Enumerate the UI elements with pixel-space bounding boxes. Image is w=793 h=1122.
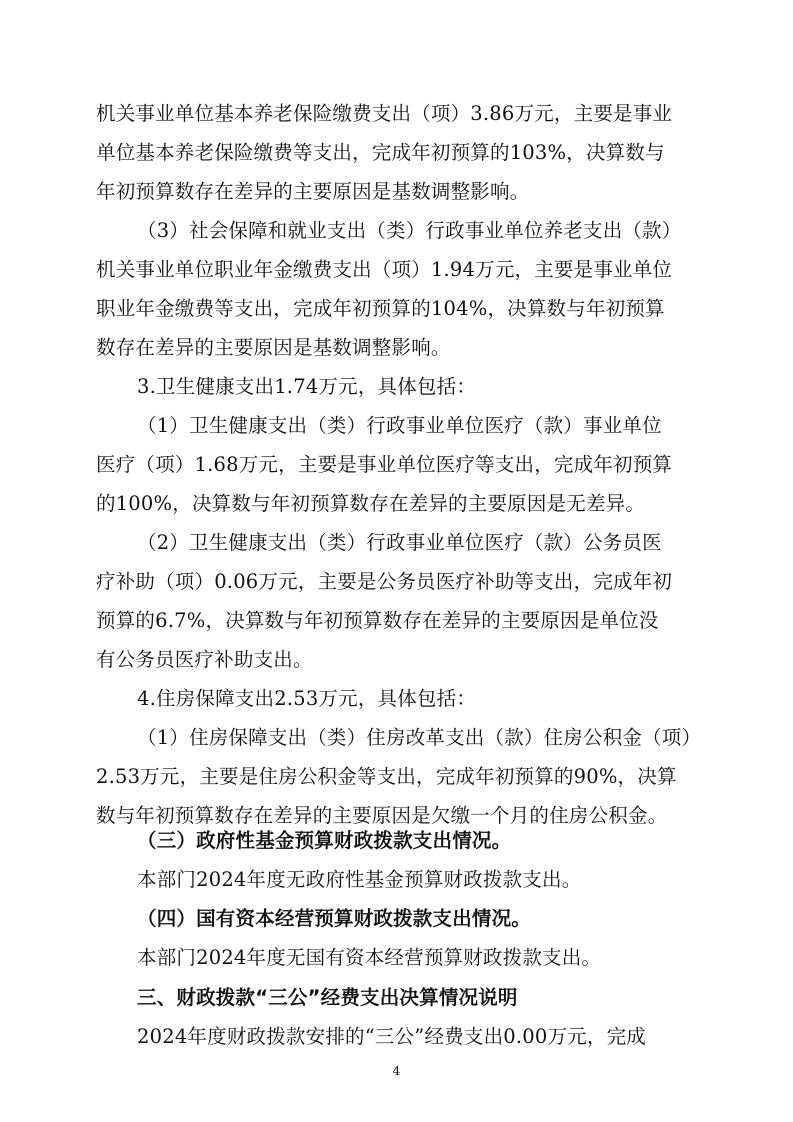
body-line: 数与年初预算数存在差异的主要原因是欠缴一个月的住房公积金。 <box>96 804 668 827</box>
body-line: （2）卫生健康支出（类）行政事业单位医疗（款）公务员医 <box>137 531 662 554</box>
body-line: 机关事业单位职业年金缴费支出（项）1.94万元，主要是事业单位 <box>96 258 673 281</box>
body-line: （3）社会保障和就业支出（类）行政事业单位养老支出（款） <box>137 219 682 242</box>
body-line: 职业年金缴费等支出，完成年初预算的104%，决算数与年初预算 <box>96 297 665 320</box>
body-line: 2024年度财政拨款安排的“三公”经费支出0.00万元，完成 <box>137 1025 646 1048</box>
body-line: 单位基本养老保险缴费等支出，完成年初预算的103%，决算数与 <box>96 141 665 164</box>
body-line: 医疗（项）1.68万元，主要是事业单位医疗等支出，完成年初预算 <box>96 453 673 476</box>
section-heading: 三、财政拨款“三公”经费支出决算情况说明 <box>137 986 518 1009</box>
body-line: 本部门2024年度无政府性基金预算财政拨款支出。 <box>137 868 582 891</box>
body-line: 数存在差异的主要原因是基数调整影响。 <box>96 336 451 359</box>
body-line: 年初预算数存在差异的主要原因是基数调整影响。 <box>96 180 530 203</box>
body-line: 4.住房保障支出2.53万元，具体包括： <box>137 687 477 710</box>
body-line: 有公务员医疗补助支出。 <box>96 648 313 671</box>
body-line: 疗补助（项）0.06万元，主要是公务员医疗补助等支出，完成年初 <box>96 570 673 593</box>
section-heading: （四）国有资本经营预算财政拨款支出情况。 <box>137 907 532 930</box>
section-heading: （三）政府性基金预算财政拨款支出情况。 <box>137 829 512 852</box>
body-line: （1）住房保障支出（类）住房改革支出（款）住房公积金（项） <box>137 726 702 749</box>
body-line: 的100%，决算数与年初预算数存在差异的主要原因是无差异。 <box>96 492 646 515</box>
body-line: 本部门2024年度无国有资本经营预算财政拨款支出。 <box>137 946 602 969</box>
body-line: 预算的6.7%，决算数与年初预算数存在差异的主要原因是单位没 <box>96 609 659 632</box>
page-number: 4 <box>392 1064 401 1078</box>
body-line: 机关事业单位基本养老保险缴费支出（项）3.86万元，主要是事业 <box>96 102 673 125</box>
body-line: 3.卫生健康支出1.74万元，具体包括： <box>137 375 477 398</box>
body-line: 2.53万元，主要是住房公积金等支出，完成年初预算的90%，决算 <box>96 765 677 788</box>
body-line: （1）卫生健康支出（类）行政事业单位医疗（款）事业单位 <box>137 414 662 437</box>
